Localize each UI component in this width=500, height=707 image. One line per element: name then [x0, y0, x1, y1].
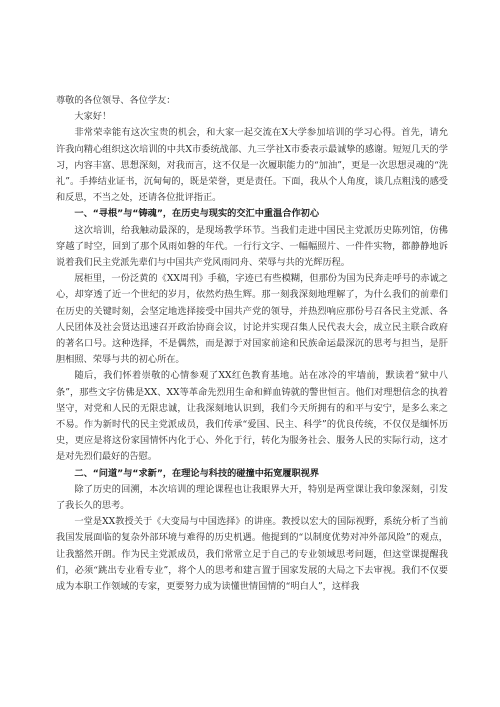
section-1-paragraph-2: 展柜里，一份泛黄的《XX周刊》手稿，字迹已有些模糊，但那份为国为民奔走呼号的赤诚之心，却穿透了近一个世纪的岁月，依然灼热生辉。那一刻我深刻地理解了，为什么我们的前辈们在历史的关键时刻，会坚定地选择接受中国共产党的领导，并热烈响应那份号召各民主党派、各人民团体及社会贤达迅速召开政治协商会议，讨论并实现召集人民代表大会，成立民主联合政府的著名口号。这种选择，不是偶然，而是源于对国家前途和民族命运最深沉的思考与担当，是肝胆相照、荣辱与共的初心所在。 [56, 273, 448, 366]
section-2-paragraph-2: 一堂是XX教授关于《大变局与中国选择》的讲座。教授以宏大的国际视野，系统分析了当前我国发展面临的复杂外部环境与难得的历史机遇。他提到的“以制度优势对冲外部风险”的观点，让我豁然开朗。作为民主党派成员，我们常常立足于自己的专业领域思考问题，但这堂课提醒我们，必须“跳出专业看专业”，将个人的思考和建言置于国家发展的大局之下去审视。我们不仅要成为本职工作领域的专家，更要努力成为读懂世情国情的“明白人”，这样我 [56, 516, 448, 593]
section-1-paragraph-1: 这次培训，给我触动最深的，是现场教学环节。当我们走进中国民主党派历史陈列馆，仿佛穿越了时空，回到了那个风雨如磐的年代。一行行文字、一幅幅照片、一件件实物，都静静地诉说着我们民主党派先辈们与中国共产党风雨同舟、荣辱与共的光辉历程。 [56, 224, 448, 269]
section-1-paragraph-3: 随后，我们怀着崇敬的心情参观了XX红色教育基地。站在冰冷的牢墙前，默读着“狱中八条”，那些文字仿佛是XX、XX等革命先烈用生命和鲜血铸就的警世恒言。他们对理想信念的执着坚守，对党和人民的无限忠诚，让我深刻地认识到，我们今天所拥有的和平与安宁，是多么来之不易。作为新时代的民主党派成员，我们传承“爱国、民主、科学”的优良传统，不仅仅是缅怀历史，更应是将这份家国情怀内化于心、外化于行，转化为服务社会、服务人民的实际行动，这才是对先烈们最好的告慰。 [56, 370, 448, 463]
intro-paragraph: 非常荣幸能有这次宝贵的机会，和大家一起交流在X大学参加培训的学习心得。首先，请允许我向精心组织这次培训的中共X市委统战部、九三学社X市委表示最诚挚的感谢。短短几天的学习，内容丰富、思想深刻，对我而言，这不仅是一次履职能力的“加油”，更是一次思想灵魂的“洗礼”。手捧结业证书，沉甸甸的，既是荣誉，更是责任。下面，我从个人角度，谈几点粗浅的感受和反思，不当之处，还请各位批评指正。 [56, 127, 448, 204]
salutation: 尊敬的各位领导、各位学友： [56, 95, 176, 106]
greeting: 大家好！ [74, 111, 112, 123]
section-2-heading: 二、“问道”与“求新”，在理论与科技的碰撞中拓宽履职视界 [74, 467, 320, 479]
section-1-heading: 一、“寻根”与“铸魂”，在历史与现实的交汇中重温合作初心 [74, 208, 320, 220]
section-2-paragraph-1: 除了历史的回溯，本次培训的理论课程也让我眼界大开，特别是两堂课让我印象深刻，引发了我长久的思考。 [56, 483, 448, 512]
